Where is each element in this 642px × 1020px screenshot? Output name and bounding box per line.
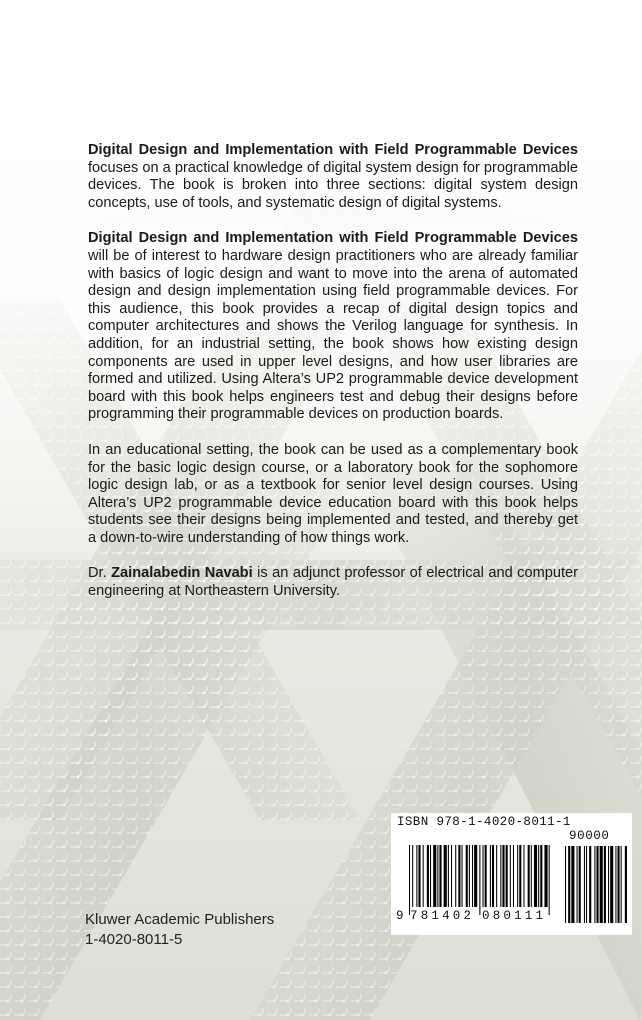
barcode-bar [531,845,532,907]
addon-bar [618,846,620,923]
barcode-bar [409,845,410,915]
addon-bar [565,846,566,923]
addon-bar [579,846,581,923]
barcode-bar [492,845,494,907]
barcode-bar [549,845,550,915]
barcode-bar [523,845,524,907]
addon-bar [615,846,616,923]
addon-bar [621,846,622,923]
barcode-bar [423,845,424,907]
ean-right-group: 080111 [482,909,547,923]
barcode-bar [472,845,473,907]
barcode-bar [528,845,530,907]
barcode-bar [469,845,470,907]
barcode-bar [538,845,539,907]
addon-bar [586,846,587,923]
barcode-bar [466,845,468,907]
ean-first-digit: 9 [396,909,404,923]
barcode-bar [544,845,547,907]
addon-bar [610,846,613,923]
publisher-name: Kluwer Academic Publishers [85,911,275,928]
publisher-block [85,910,274,950]
barcode-bar [455,845,456,907]
ean-left-group: 781402 [410,909,475,923]
barcode-bar [513,845,514,907]
barcode-bar [496,845,497,907]
author-bio-text: is an adjunct professor of electrical and computer engineering at Northeastern University. [88,565,578,600]
addon-bar [571,846,574,923]
barcode-bar [490,845,491,907]
addon-bar [577,846,578,923]
author-name: Zainalabedin Navabi [111,565,253,582]
barcode-bar [519,845,521,907]
publisher-isbn: 1-4020-8011-5 [85,931,183,948]
paragraph-audience [88,230,578,424]
addon-bar [589,846,591,923]
addon-bar [597,846,599,923]
barcode-bar [540,845,542,907]
addon-bar [600,846,603,923]
paragraph-author [88,565,578,600]
description-text [88,142,578,619]
barcode-bar [510,845,511,907]
addon-bar [604,846,606,923]
barcode-bar [444,845,447,907]
barcode-bar [430,845,431,907]
book-title-bold: Digital Design and Implementation with Field Programmable Devices [88,142,578,158]
barcode-bar [502,845,504,907]
addon-bar [584,846,585,923]
price-code: 90000 [569,829,610,843]
addon-bar [608,846,609,923]
barcode-bar [416,845,417,907]
paragraph-education [88,442,578,548]
barcode-bar [506,845,508,907]
barcode-bar [483,845,484,907]
addon-bar [594,846,595,923]
barcode-bar [448,845,449,907]
isbn-label: ISBN 978-1-4020-8011-1 [397,815,571,829]
paragraph-education-text: In an educational setting, the book can be used as a complementary book for the basic logic design course, or a laboratory book for the sophomore logic design lab, or as a textbook for senior level design courses. Using Altera’s UP2 programmable device education board with this book helps students see their designs being implemented and tested, and thereby get a down-to-wire understanding of how things work. [88,441,578,546]
barcode-bar [458,845,460,907]
paragraph-overview [88,142,578,212]
barcode-bar [517,845,518,907]
barcode-bar [433,845,436,907]
barcode-bar [439,845,441,907]
addon-bar [568,846,570,923]
addon-bar [625,846,627,923]
barcode-bar [474,845,477,907]
book-title-bold: Digital Design and Implementation with Field Programmable Devices [88,230,578,247]
barcode-bar [462,845,463,907]
isbn-barcode [391,813,632,935]
paragraph-audience-text: will be of interest to hardware design practitioners who are already familiar with basics of logic design and want to move into the arena of automated design and design implementation using field programmable devices. For this audience, this book provides a recap of digital design topics and computer architectures and shows the Verilog language for synthesis. In addition, for an industrial setting, the book shows how existing design components are used in upper level designs, and how user libraries are formed and utilized. Using Altera’s UP2 programmable device development board with this book helps engineers test and debug their designs before programming their programmable devices on production boards. [88,247,578,423]
barcode-bar [451,845,452,907]
author-prefix: Dr. [88,565,112,582]
barcode-bar [534,845,537,907]
barcode-bar [418,845,420,907]
barcode-bar [412,845,413,907]
barcode-bar [437,845,438,907]
barcode-bar [479,845,480,915]
barcode-bar [427,845,429,907]
barcode-bar [500,845,501,907]
barcode-bar [485,845,487,907]
paragraph-overview-text: focuses on a practical knowledge of digital system design for programmable devices. The book is broken into three sections: digital system design concepts, use of tools, and systematic design of digital systems. [88,159,578,211]
